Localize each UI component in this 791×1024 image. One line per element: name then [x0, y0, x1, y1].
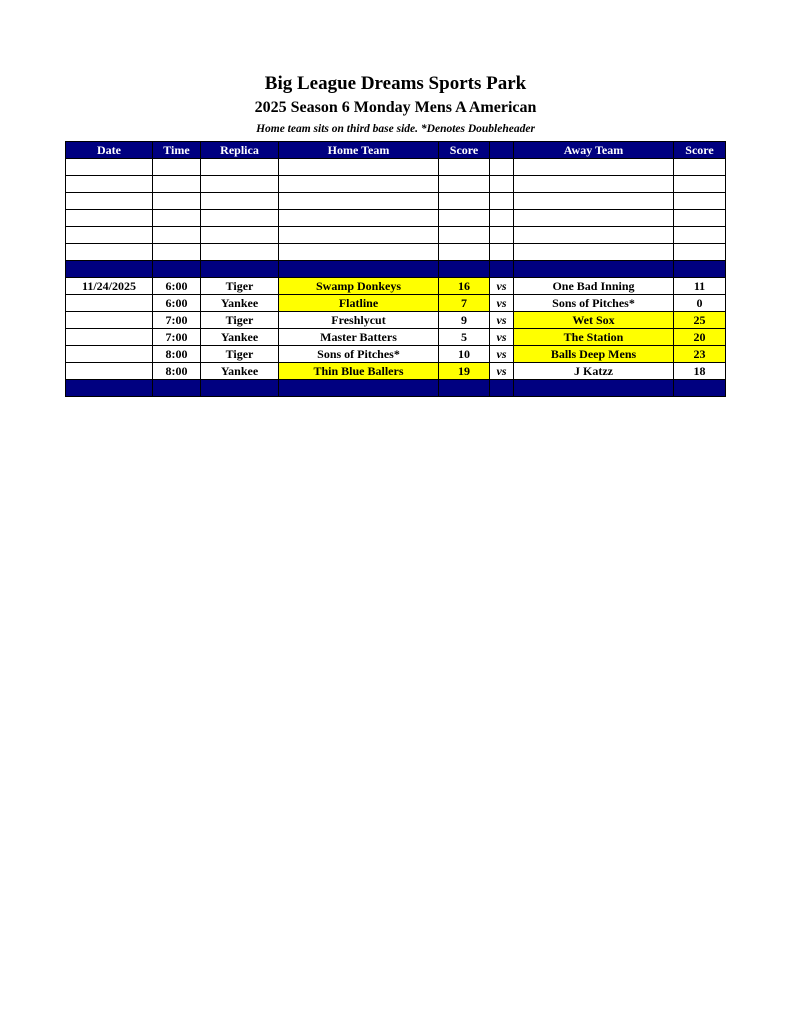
vs-cell: vs	[490, 295, 514, 312]
blank-row	[66, 176, 726, 193]
home-team-cell: Freshlycut	[279, 312, 439, 329]
blank-row	[66, 227, 726, 244]
empty-cell	[490, 159, 514, 176]
empty-cell	[201, 193, 279, 210]
blank-row	[66, 193, 726, 210]
away-team-cell: One Bad Inning	[514, 278, 674, 295]
empty-cell	[153, 227, 201, 244]
empty-cell	[514, 380, 674, 397]
empty-cell	[674, 210, 726, 227]
empty-cell	[490, 244, 514, 261]
game-row	[66, 312, 726, 329]
empty-cell	[439, 176, 490, 193]
empty-cell	[490, 227, 514, 244]
empty-cell	[279, 193, 439, 210]
empty-cell	[153, 380, 201, 397]
col-header-home-score: Score	[439, 142, 490, 159]
empty-cell	[514, 159, 674, 176]
date-cell	[66, 312, 153, 329]
away-score-cell: 25	[674, 312, 726, 329]
empty-cell	[153, 193, 201, 210]
col-header-home-team: Home Team	[279, 142, 439, 159]
empty-cell	[66, 159, 153, 176]
away-score-cell: 23	[674, 346, 726, 363]
empty-cell	[490, 176, 514, 193]
separator-band	[66, 261, 726, 278]
game-row	[66, 329, 726, 346]
col-header-replica: Replica	[201, 142, 279, 159]
date-cell	[66, 346, 153, 363]
away-score-cell: 0	[674, 295, 726, 312]
away-score-cell: 18	[674, 363, 726, 380]
blank-row	[66, 210, 726, 227]
date-cell	[66, 295, 153, 312]
away-team-cell: Wet Sox	[514, 312, 674, 329]
date-cell	[66, 363, 153, 380]
empty-cell	[201, 176, 279, 193]
empty-cell	[439, 244, 490, 261]
schedule-table	[65, 141, 726, 397]
empty-cell	[514, 193, 674, 210]
empty-cell	[439, 380, 490, 397]
home-score-cell: 9	[439, 312, 490, 329]
empty-cell	[201, 261, 279, 278]
replica-cell: Tiger	[201, 346, 279, 363]
empty-cell	[66, 193, 153, 210]
home-score-cell: 5	[439, 329, 490, 346]
game-row	[66, 295, 726, 312]
replica-cell: Yankee	[201, 329, 279, 346]
time-cell: 6:00	[153, 278, 201, 295]
empty-cell	[201, 380, 279, 397]
empty-cell	[439, 227, 490, 244]
game-row	[66, 363, 726, 380]
empty-cell	[490, 210, 514, 227]
date-cell: 11/24/2025	[66, 278, 153, 295]
empty-cell	[674, 227, 726, 244]
empty-cell	[66, 176, 153, 193]
empty-cell	[66, 380, 153, 397]
home-team-cell: Flatline	[279, 295, 439, 312]
page-subtitle: 2025 Season 6 Monday Mens A American	[254, 99, 537, 116]
time-cell: 7:00	[153, 312, 201, 329]
replica-cell: Tiger	[201, 278, 279, 295]
empty-cell	[439, 193, 490, 210]
blank-row	[66, 159, 726, 176]
empty-cell	[279, 227, 439, 244]
empty-cell	[514, 210, 674, 227]
col-header-away-team: Away Team	[514, 142, 674, 159]
time-cell: 6:00	[153, 295, 201, 312]
vs-cell: vs	[490, 329, 514, 346]
away-score-cell: 20	[674, 329, 726, 346]
empty-cell	[153, 176, 201, 193]
empty-cell	[201, 210, 279, 227]
empty-cell	[514, 244, 674, 261]
game-row	[66, 278, 726, 295]
empty-cell	[201, 227, 279, 244]
empty-cell	[439, 159, 490, 176]
empty-cell	[490, 193, 514, 210]
away-team-cell: The Station	[514, 329, 674, 346]
away-team-cell: J Katzz	[514, 363, 674, 380]
col-header-time: Time	[153, 142, 201, 159]
home-team-cell: Swamp Donkeys	[279, 278, 439, 295]
empty-cell	[201, 159, 279, 176]
time-cell: 8:00	[153, 346, 201, 363]
empty-cell	[279, 261, 439, 278]
schedule-note: Home team sits on third base side. *Denotes Doubleheader	[256, 123, 535, 135]
empty-cell	[674, 261, 726, 278]
empty-cell	[279, 210, 439, 227]
home-team-cell: Thin Blue Ballers	[279, 363, 439, 380]
empty-cell	[153, 210, 201, 227]
away-team-cell: Sons of Pitches*	[514, 295, 674, 312]
empty-cell	[66, 261, 153, 278]
vs-cell: vs	[490, 312, 514, 329]
empty-cell	[279, 380, 439, 397]
empty-cell	[279, 244, 439, 261]
empty-cell	[674, 380, 726, 397]
empty-cell	[514, 227, 674, 244]
replica-cell: Yankee	[201, 295, 279, 312]
home-score-cell: 19	[439, 363, 490, 380]
blank-row	[66, 244, 726, 261]
vs-cell: vs	[490, 346, 514, 363]
time-cell: 7:00	[153, 329, 201, 346]
header-row	[66, 142, 726, 159]
away-team-cell: Balls Deep Mens	[514, 346, 674, 363]
empty-cell	[674, 176, 726, 193]
empty-cell	[514, 176, 674, 193]
empty-cell	[490, 380, 514, 397]
col-header-away-score: Score	[674, 142, 726, 159]
replica-cell: Tiger	[201, 312, 279, 329]
home-team-cell: Master Batters	[279, 329, 439, 346]
home-score-cell: 7	[439, 295, 490, 312]
empty-cell	[674, 193, 726, 210]
time-cell: 8:00	[153, 363, 201, 380]
home-score-cell: 10	[439, 346, 490, 363]
page-title: Big League Dreams Sports Park	[264, 73, 527, 94]
empty-cell	[279, 176, 439, 193]
empty-cell	[66, 244, 153, 261]
vs-cell: vs	[490, 363, 514, 380]
empty-cell	[153, 261, 201, 278]
date-cell	[66, 329, 153, 346]
replica-cell: Yankee	[201, 363, 279, 380]
col-header-date: Date	[66, 142, 153, 159]
empty-cell	[279, 159, 439, 176]
empty-cell	[674, 244, 726, 261]
away-score-cell: 11	[674, 278, 726, 295]
empty-cell	[201, 244, 279, 261]
empty-cell	[490, 261, 514, 278]
footer-band	[66, 380, 726, 397]
game-row	[66, 346, 726, 363]
empty-cell	[153, 159, 201, 176]
empty-cell	[66, 227, 153, 244]
empty-cell	[153, 244, 201, 261]
vs-cell: vs	[490, 278, 514, 295]
home-team-cell: Sons of Pitches*	[279, 346, 439, 363]
empty-cell	[514, 261, 674, 278]
empty-cell	[66, 210, 153, 227]
home-score-cell: 16	[439, 278, 490, 295]
empty-cell	[439, 261, 490, 278]
empty-cell	[439, 210, 490, 227]
col-header-vs	[490, 142, 514, 159]
empty-cell	[674, 159, 726, 176]
schedule-body	[66, 159, 726, 397]
